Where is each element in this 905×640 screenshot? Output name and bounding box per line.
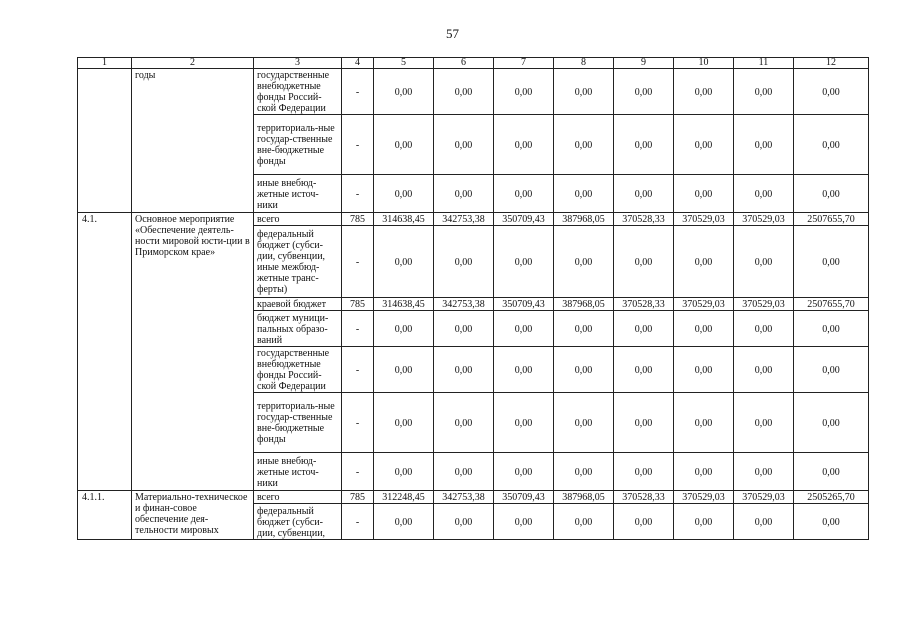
- value-cell: 0,00: [434, 504, 494, 540]
- value-cell: 0,00: [614, 504, 674, 540]
- value-cell: 0,00: [674, 69, 734, 115]
- value-cell: 0,00: [554, 311, 614, 347]
- value-cell: 0,00: [434, 453, 494, 491]
- column-header: 7: [494, 58, 554, 69]
- value-cell: 0,00: [494, 175, 554, 213]
- funding-source: территориаль-ные государ-ственные вне-бюджетные фонды: [254, 393, 342, 453]
- column-header: 11: [734, 58, 794, 69]
- value-cell: 387968,05: [554, 491, 614, 504]
- value-cell: 370528,33: [614, 491, 674, 504]
- value-cell: 0,00: [674, 393, 734, 453]
- column-header: 3: [254, 58, 342, 69]
- column-header: 1: [78, 58, 132, 69]
- value-cell: 370529,03: [674, 213, 734, 226]
- value-cell: 387968,05: [554, 213, 614, 226]
- value-cell: 314638,45: [374, 213, 434, 226]
- funding-source: территориаль-ные государ-ственные вне-бюджетные фонды: [254, 115, 342, 175]
- value-cell: 0,00: [494, 226, 554, 298]
- value-cell: 0,00: [734, 311, 794, 347]
- value-cell: 0,00: [434, 226, 494, 298]
- value-cell: 0,00: [674, 226, 734, 298]
- value-cell: 0,00: [434, 311, 494, 347]
- value-cell: 370529,03: [734, 298, 794, 311]
- value-cell: 0,00: [674, 175, 734, 213]
- value-cell: 0,00: [794, 347, 869, 393]
- value-cell: 0,00: [494, 69, 554, 115]
- column-header: 10: [674, 58, 734, 69]
- budget-code: -: [342, 393, 374, 453]
- column-header: 8: [554, 58, 614, 69]
- value-cell: 0,00: [674, 504, 734, 540]
- value-cell: 370528,33: [614, 298, 674, 311]
- page-number: 57: [446, 26, 459, 41]
- value-cell: 0,00: [434, 175, 494, 213]
- value-cell: 0,00: [794, 453, 869, 491]
- value-cell: 0,00: [494, 115, 554, 175]
- funding-source: государственные внебюджетные фонды Россий-ской Федерации: [254, 69, 342, 115]
- value-cell: 370529,03: [674, 491, 734, 504]
- value-cell: 0,00: [614, 226, 674, 298]
- value-cell: 0,00: [374, 347, 434, 393]
- budget-code: -: [342, 347, 374, 393]
- value-cell: 0,00: [614, 347, 674, 393]
- value-cell: 0,00: [614, 393, 674, 453]
- budget-code: 785: [342, 213, 374, 226]
- value-cell: 0,00: [674, 115, 734, 175]
- funding-source: краевой бюджет: [254, 298, 342, 311]
- table-row: [78, 491, 869, 504]
- budget-code: 785: [342, 491, 374, 504]
- value-cell: 0,00: [374, 175, 434, 213]
- table-row: [78, 69, 869, 115]
- value-cell: 0,00: [794, 69, 869, 115]
- value-cell: 0,00: [554, 504, 614, 540]
- value-cell: 387968,05: [554, 298, 614, 311]
- column-header: 4: [342, 58, 374, 69]
- budget-code: -: [342, 115, 374, 175]
- value-cell: 370529,03: [734, 213, 794, 226]
- value-cell: 0,00: [614, 311, 674, 347]
- funding-source: федеральный бюджет (субси-дии, субвенции, иные межбюд-жетные транс-ферты): [254, 226, 342, 298]
- value-cell: 0,00: [554, 453, 614, 491]
- funding-source: всего: [254, 491, 342, 504]
- value-cell: 0,00: [494, 453, 554, 491]
- item-number: [78, 69, 132, 213]
- value-cell: 0,00: [794, 226, 869, 298]
- value-cell: 0,00: [374, 504, 434, 540]
- value-cell: 0,00: [374, 226, 434, 298]
- value-cell: 0,00: [494, 393, 554, 453]
- value-cell: 0,00: [374, 453, 434, 491]
- value-cell: 342753,38: [434, 491, 494, 504]
- value-cell: 350709,43: [494, 298, 554, 311]
- value-cell: 0,00: [494, 311, 554, 347]
- value-cell: 0,00: [734, 115, 794, 175]
- value-cell: 0,00: [614, 69, 674, 115]
- value-cell: 0,00: [794, 311, 869, 347]
- value-cell: 0,00: [614, 175, 674, 213]
- value-cell: 0,00: [794, 175, 869, 213]
- value-cell: 0,00: [734, 393, 794, 453]
- funding-source: иные внебюд-жетные источ-ники: [254, 175, 342, 213]
- value-cell: 0,00: [734, 453, 794, 491]
- budget-code: -: [342, 69, 374, 115]
- value-cell: 0,00: [434, 115, 494, 175]
- item-name: Материально-техническое и финан-совое обеспечение дея-тельности мировых: [132, 491, 254, 540]
- value-cell: 0,00: [734, 175, 794, 213]
- value-cell: 0,00: [554, 347, 614, 393]
- value-cell: 0,00: [554, 226, 614, 298]
- value-cell: 0,00: [734, 504, 794, 540]
- column-header: 9: [614, 58, 674, 69]
- column-header: 6: [434, 58, 494, 69]
- funding-source: государственные внебюджетные фонды Россий-ской Федерации: [254, 347, 342, 393]
- value-cell: 370529,03: [674, 298, 734, 311]
- item-number: 4.1.1.: [78, 491, 132, 540]
- column-header-row: [78, 58, 869, 69]
- budget-code: 785: [342, 298, 374, 311]
- value-cell: 2505265,70: [794, 491, 869, 504]
- value-cell: 0,00: [434, 347, 494, 393]
- value-cell: 0,00: [674, 311, 734, 347]
- value-cell: 0,00: [794, 393, 869, 453]
- value-cell: 0,00: [554, 175, 614, 213]
- value-cell: 0,00: [554, 115, 614, 175]
- value-cell: 0,00: [734, 347, 794, 393]
- value-cell: 350709,43: [494, 213, 554, 226]
- value-cell: 0,00: [734, 69, 794, 115]
- value-cell: 342753,38: [434, 298, 494, 311]
- funding-source: всего: [254, 213, 342, 226]
- value-cell: 350709,43: [494, 491, 554, 504]
- value-cell: 0,00: [554, 393, 614, 453]
- table-row: [78, 213, 869, 226]
- budget-code: -: [342, 504, 374, 540]
- budget-code: -: [342, 311, 374, 347]
- value-cell: 0,00: [794, 504, 869, 540]
- item-name: годы: [132, 69, 254, 213]
- value-cell: 0,00: [734, 226, 794, 298]
- value-cell: 0,00: [614, 115, 674, 175]
- value-cell: 0,00: [374, 311, 434, 347]
- budget-code: -: [342, 226, 374, 298]
- value-cell: 370528,33: [614, 213, 674, 226]
- budget-code: -: [342, 453, 374, 491]
- column-header: 12: [794, 58, 869, 69]
- budget-table: [77, 57, 869, 540]
- value-cell: 0,00: [794, 115, 869, 175]
- value-cell: 314638,45: [374, 298, 434, 311]
- value-cell: 0,00: [674, 453, 734, 491]
- funding-source: федеральный бюджет (субси-дии, субвенции,: [254, 504, 342, 540]
- value-cell: 0,00: [374, 393, 434, 453]
- value-cell: 0,00: [614, 453, 674, 491]
- column-header: 2: [132, 58, 254, 69]
- value-cell: 2507655,70: [794, 213, 869, 226]
- value-cell: 0,00: [434, 393, 494, 453]
- column-header: 5: [374, 58, 434, 69]
- value-cell: 0,00: [374, 69, 434, 115]
- value-cell: 370529,03: [734, 491, 794, 504]
- value-cell: 0,00: [494, 347, 554, 393]
- value-cell: 0,00: [374, 115, 434, 175]
- funding-source: бюджет муници-пальных образо-ваний: [254, 311, 342, 347]
- value-cell: 0,00: [554, 69, 614, 115]
- value-cell: 0,00: [494, 504, 554, 540]
- funding-source: иные внебюд-жетные источ-ники: [254, 453, 342, 491]
- value-cell: 0,00: [674, 347, 734, 393]
- value-cell: 0,00: [434, 69, 494, 115]
- value-cell: 342753,38: [434, 213, 494, 226]
- budget-code: -: [342, 175, 374, 213]
- item-number: 4.1.: [78, 213, 132, 491]
- item-name: Основное мероприятие «Обеспечение деятель-ности мировой юсти-ции в Приморском крае»: [132, 213, 254, 491]
- value-cell: 312248,45: [374, 491, 434, 504]
- value-cell: 2507655,70: [794, 298, 869, 311]
